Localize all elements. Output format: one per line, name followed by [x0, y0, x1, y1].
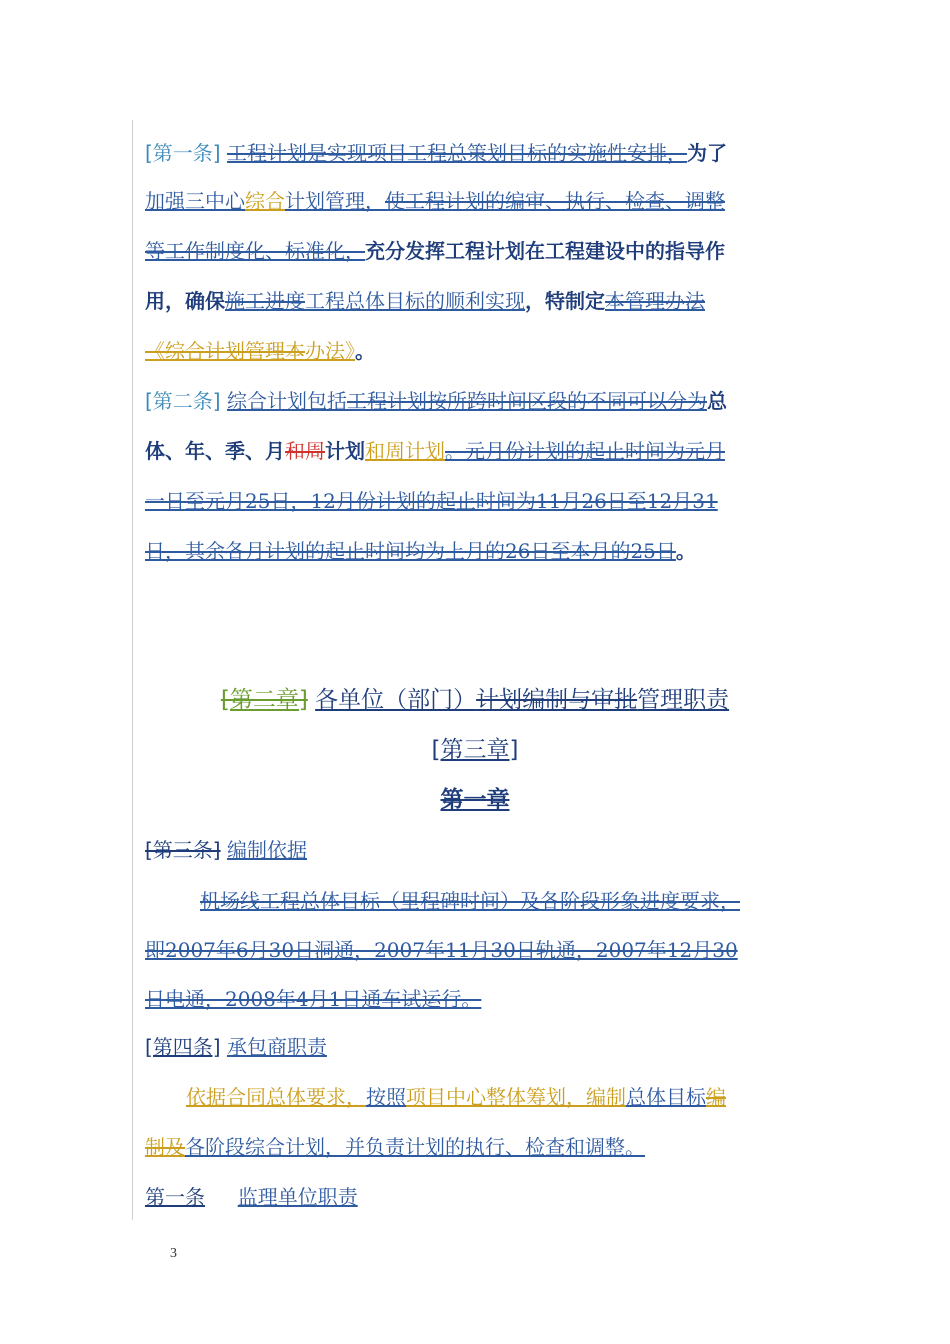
para1-line3: 等工作制度化、标准化，充分发挥工程计划在工程建设中的指导作: [145, 239, 725, 263]
article3-line1: 机场线工程总体目标（里程碑时间）及各阶段形象进度要求，: [200, 889, 740, 913]
article-tag: 第一条: [145, 1185, 205, 1209]
para2-line4: 日，其余各月计划的起止时间均为上月的26日至本月的25日。: [145, 539, 696, 563]
article-tag: [第一条]: [145, 141, 221, 165]
page-number: 3: [170, 1246, 177, 1261]
article4-heading: [第四条] 承包商职责: [145, 1035, 327, 1059]
para1-line5: 《综合计划管理本办法》。: [145, 339, 375, 363]
article4-line1: 依据合同总体要求，按照项目中心整体筹划，编制总体目标编: [186, 1085, 726, 1109]
article-tag: [第四条]: [145, 1035, 221, 1059]
chapter-title: [第二章] 各单位（部门）计划编制与审批管理职责: [220, 687, 730, 713]
para1-line2: 加强三中心综合计划管理，使工程计划的编审、执行、检查、调整: [145, 189, 725, 213]
article4-line2: 制及各阶段综合计划，并负责计划的执行、检查和调整。: [145, 1135, 645, 1159]
article5-heading: 第一条 监理单位职责: [145, 1185, 358, 1209]
para2-line3: 一日至元月25日，12月份计划的起止时间为11月26日至12月31: [145, 489, 718, 513]
chapter-number: 第一章: [440, 787, 510, 813]
article3-line3: 日电通，2008年4月1日通车试运行。: [145, 987, 482, 1011]
para1-line4: 用，确保施工进度工程总体目标的顺利实现，特制定本管理办法: [145, 289, 705, 313]
para2-line1: [第二条] 综合计划包括工程计划按所跨时间区段的不同可以分为总: [145, 389, 727, 413]
article3-line2: 即2007年6月30日洞通，2007年11月30日轨通，2007年12月30: [145, 938, 738, 962]
article-tag: [第三条]: [145, 838, 221, 862]
change-bar: [132, 120, 133, 1220]
chapter-subtitle: [第三章]: [431, 737, 519, 763]
para2-line2: 体、年、季、月和周计划和周计划。元月份计划的起止时间为元月: [145, 439, 725, 463]
article-tag: [第二条]: [145, 389, 221, 413]
article3-heading: [第三条] 编制依据: [145, 838, 307, 862]
para1-line1: [第一条] 工程计划是实现项目工程总策划目标的实施性安排，为了: [145, 141, 727, 165]
